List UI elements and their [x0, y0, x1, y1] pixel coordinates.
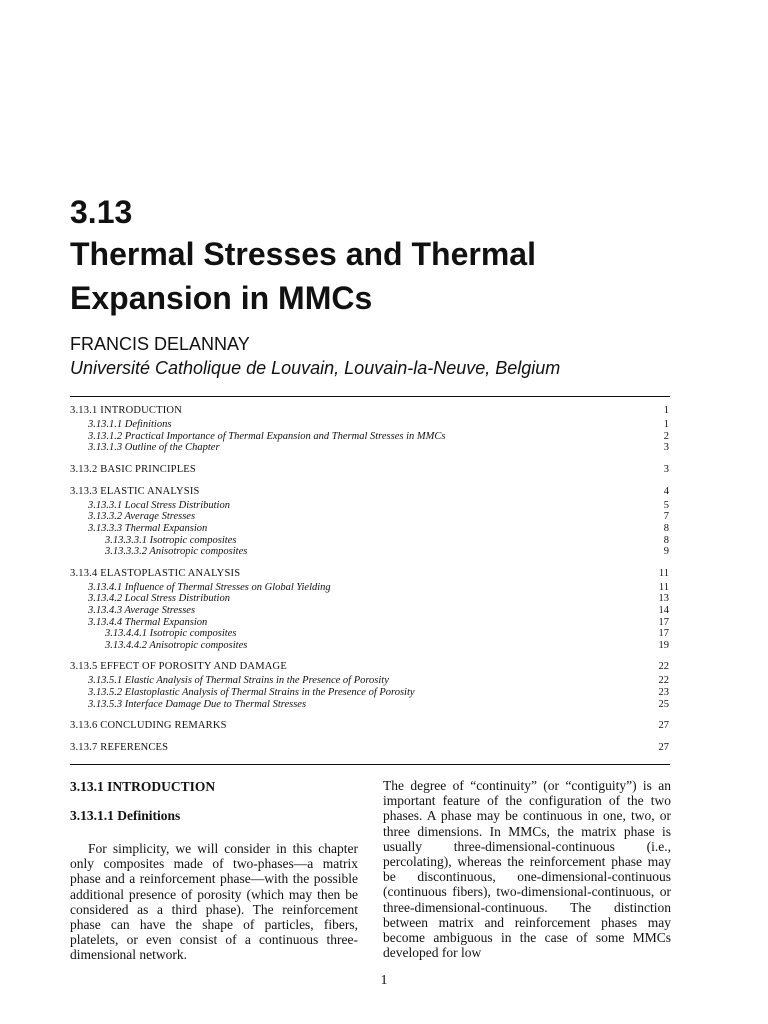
author-affiliation: Université Catholique de Louvain, Louvain-la-Neuve, Belgium — [70, 358, 561, 378]
chapter-number: 3.13 — [70, 194, 133, 230]
toc-entry-page: 11 — [658, 567, 669, 579]
toc-entry-section — [70, 660, 670, 673]
chapter-title-line-1: Thermal Stresses and Thermal — [70, 236, 536, 272]
toc-entry-label: 3.13.4.2 Local Stress Distribution — [88, 593, 230, 605]
toc-entry-label: 3.13.3.2 Average Stresses — [88, 511, 196, 523]
toc-group — [70, 741, 670, 754]
toc-entry-page: 8 — [663, 522, 669, 534]
toc-entry-section — [70, 741, 670, 754]
toc-entry-page: 5 — [663, 499, 669, 511]
toc-group — [70, 567, 670, 652]
toc-entry-label: 3.13.4.3 Average Stresses — [88, 604, 196, 616]
toc-group — [70, 463, 670, 476]
toc-entry-subsection — [70, 593, 670, 605]
toc-entry-page: 17 — [658, 628, 669, 640]
body-paragraph: For simplicity, we will consider in this chapter only composites made of two-phases—a matrix phase and a reinforcement phase—with the possible additional presence of porosity (which may then be considered as a third phase). The reinforcement phase can have the shape of particles, fibers, platelets, or even consist of a continuous three-dimensional network. — [70, 841, 358, 963]
toc-entry-page: 27 — [658, 742, 669, 754]
toc-entry-label: 3.13.1.1 Definitions — [88, 419, 172, 430]
toc-entry-page: 11 — [658, 581, 669, 593]
toc-entry-page: 2 — [663, 430, 669, 442]
toc-entry-page: 7 — [663, 511, 669, 523]
toc-entry-subsection — [70, 617, 670, 629]
toc-group — [70, 719, 670, 732]
toc-entry-page: 13 — [658, 593, 669, 605]
toc-entry-subsection — [70, 675, 670, 687]
toc-entry-page: 4 — [663, 485, 669, 497]
toc-entry-page: 23 — [658, 686, 669, 698]
toc-entry-label: 3.13.2 BASIC PRINCIPLES — [70, 463, 196, 475]
toc-entry-label: 3.13.4.1 Influence of Thermal Stresses on Global Yielding — [88, 581, 331, 593]
toc-entry-label: 3.13.4.4.2 Anisotropic composites — [105, 639, 248, 651]
page-number: 1 — [380, 973, 388, 988]
toc-entry-subsection — [70, 605, 670, 617]
toc-entry-page: 3 — [663, 463, 669, 475]
left-column — [70, 778, 358, 963]
toc-entry-label: 3.13.3 ELASTIC ANALYSIS — [70, 485, 200, 497]
body-paragraph-continued: The degree of “continuity” (or “contiguity”) is an important feature of the configuration of the two phases. A phase may be continuous in one, two, or three dimensions. In MMCs, the matrix phase is usually three-dimensional-continuous (i.e., percolating), whereas the reinforcement phase may be discontinuous, one-dimensional-continuous (continuous fibers), two-dimensional-continuous, or three-dimensional-continuous. The distinction between matrix and reinforcement phases may become ambiguous in the case of some MMCs developed for low — [383, 778, 671, 961]
toc-entry-label: 3.13.4.4.1 Isotropic composites — [105, 628, 237, 640]
toc-entry-label: 3.13.1.3 Outline of the Chapter — [88, 442, 220, 454]
toc-entry-subsection — [70, 511, 670, 523]
subsection-heading: 3.13.1.1 Definitions — [70, 808, 181, 823]
toc-entry-page: 25 — [658, 698, 669, 710]
toc-entry-label: 3.13.7 REFERENCES — [70, 742, 169, 754]
toc-top-rule — [70, 396, 670, 397]
toc-entry-page: 14 — [658, 604, 669, 616]
toc-group — [70, 485, 670, 558]
toc-entry-label: 3.13.5.2 Elastoplastic Analysis of Thermal Strains in the Presence of Porosity — [88, 686, 415, 698]
toc-entry-section — [70, 485, 670, 498]
toc-entry-page: 17 — [658, 616, 669, 628]
toc-entry-subsection — [70, 699, 670, 711]
toc-entry-subsection — [70, 640, 670, 652]
toc-entry-page: 1 — [663, 419, 669, 430]
author-name: FRANCIS DELANNAY — [70, 334, 250, 354]
toc-entry-page: 27 — [658, 720, 669, 732]
toc-entry-section — [70, 719, 670, 732]
chapter-title — [70, 232, 710, 320]
toc-bottom-rule — [70, 764, 670, 765]
toc-entry-label: 3.13.6 CONCLUDING REMARKS — [70, 720, 227, 732]
toc-entry-page: 22 — [658, 661, 669, 673]
toc-entry-page: 3 — [663, 442, 669, 454]
toc-entry-label: 3.13.3.3.2 Anisotropic composites — [105, 546, 248, 558]
toc-entry-label: 3.13.3.3.1 Isotropic composites — [105, 534, 237, 546]
toc-entry-label: 3.13.1 INTRODUCTION — [70, 405, 182, 416]
toc-entry-subsection — [70, 419, 670, 431]
right-column — [383, 778, 671, 960]
toc-entry-subsection — [70, 687, 670, 699]
toc-entry-page: 8 — [663, 534, 669, 546]
toc-group — [70, 404, 670, 454]
toc-entry-subsection — [70, 442, 670, 454]
toc-entry-label: 3.13.1.2 Practical Importance of Thermal Expansion and Thermal Stresses in MMCs — [88, 430, 446, 442]
toc-entry-subsection — [70, 582, 670, 594]
toc-entry-section — [70, 567, 670, 580]
section-heading: 3.13.1 INTRODUCTION — [70, 779, 216, 794]
toc-entry-label: 3.13.5.3 Interface Damage Due to Thermal Stresses — [88, 698, 307, 710]
chapter-title-line-2: Expansion in MMCs — [70, 280, 373, 316]
toc-entry-label: 3.13.3.3 Thermal Expansion — [88, 522, 208, 534]
toc-entry-page: 1 — [663, 405, 669, 416]
toc-entry-page: 19 — [658, 639, 669, 651]
toc-entry-subsection — [70, 628, 670, 640]
toc-entry-label: 3.13.4.4 Thermal Expansion — [88, 616, 208, 628]
toc-entry-section — [70, 463, 670, 476]
toc-entry-label: 3.13.4 ELASTOPLASTIC ANALYSIS — [70, 567, 241, 579]
toc-entry-label: 3.13.3.1 Local Stress Distribution — [88, 499, 230, 511]
toc-entry-page: 22 — [658, 675, 669, 687]
toc-entry-subsection — [70, 523, 670, 535]
toc-entry-subsection — [70, 546, 670, 558]
toc-entry-subsection — [70, 500, 670, 512]
toc-entry-subsection — [70, 431, 670, 443]
toc-entry-page: 9 — [663, 546, 669, 558]
toc-entry-subsection — [70, 535, 670, 547]
toc-entry-section — [70, 404, 670, 417]
table-of-contents — [70, 404, 670, 763]
toc-entry-label: 3.13.5 EFFECT OF POROSITY AND DAMAGE — [70, 661, 287, 673]
toc-group — [70, 660, 670, 710]
toc-entry-label: 3.13.5.1 Elastic Analysis of Thermal Strains in the Presence of Porosity — [88, 675, 389, 687]
